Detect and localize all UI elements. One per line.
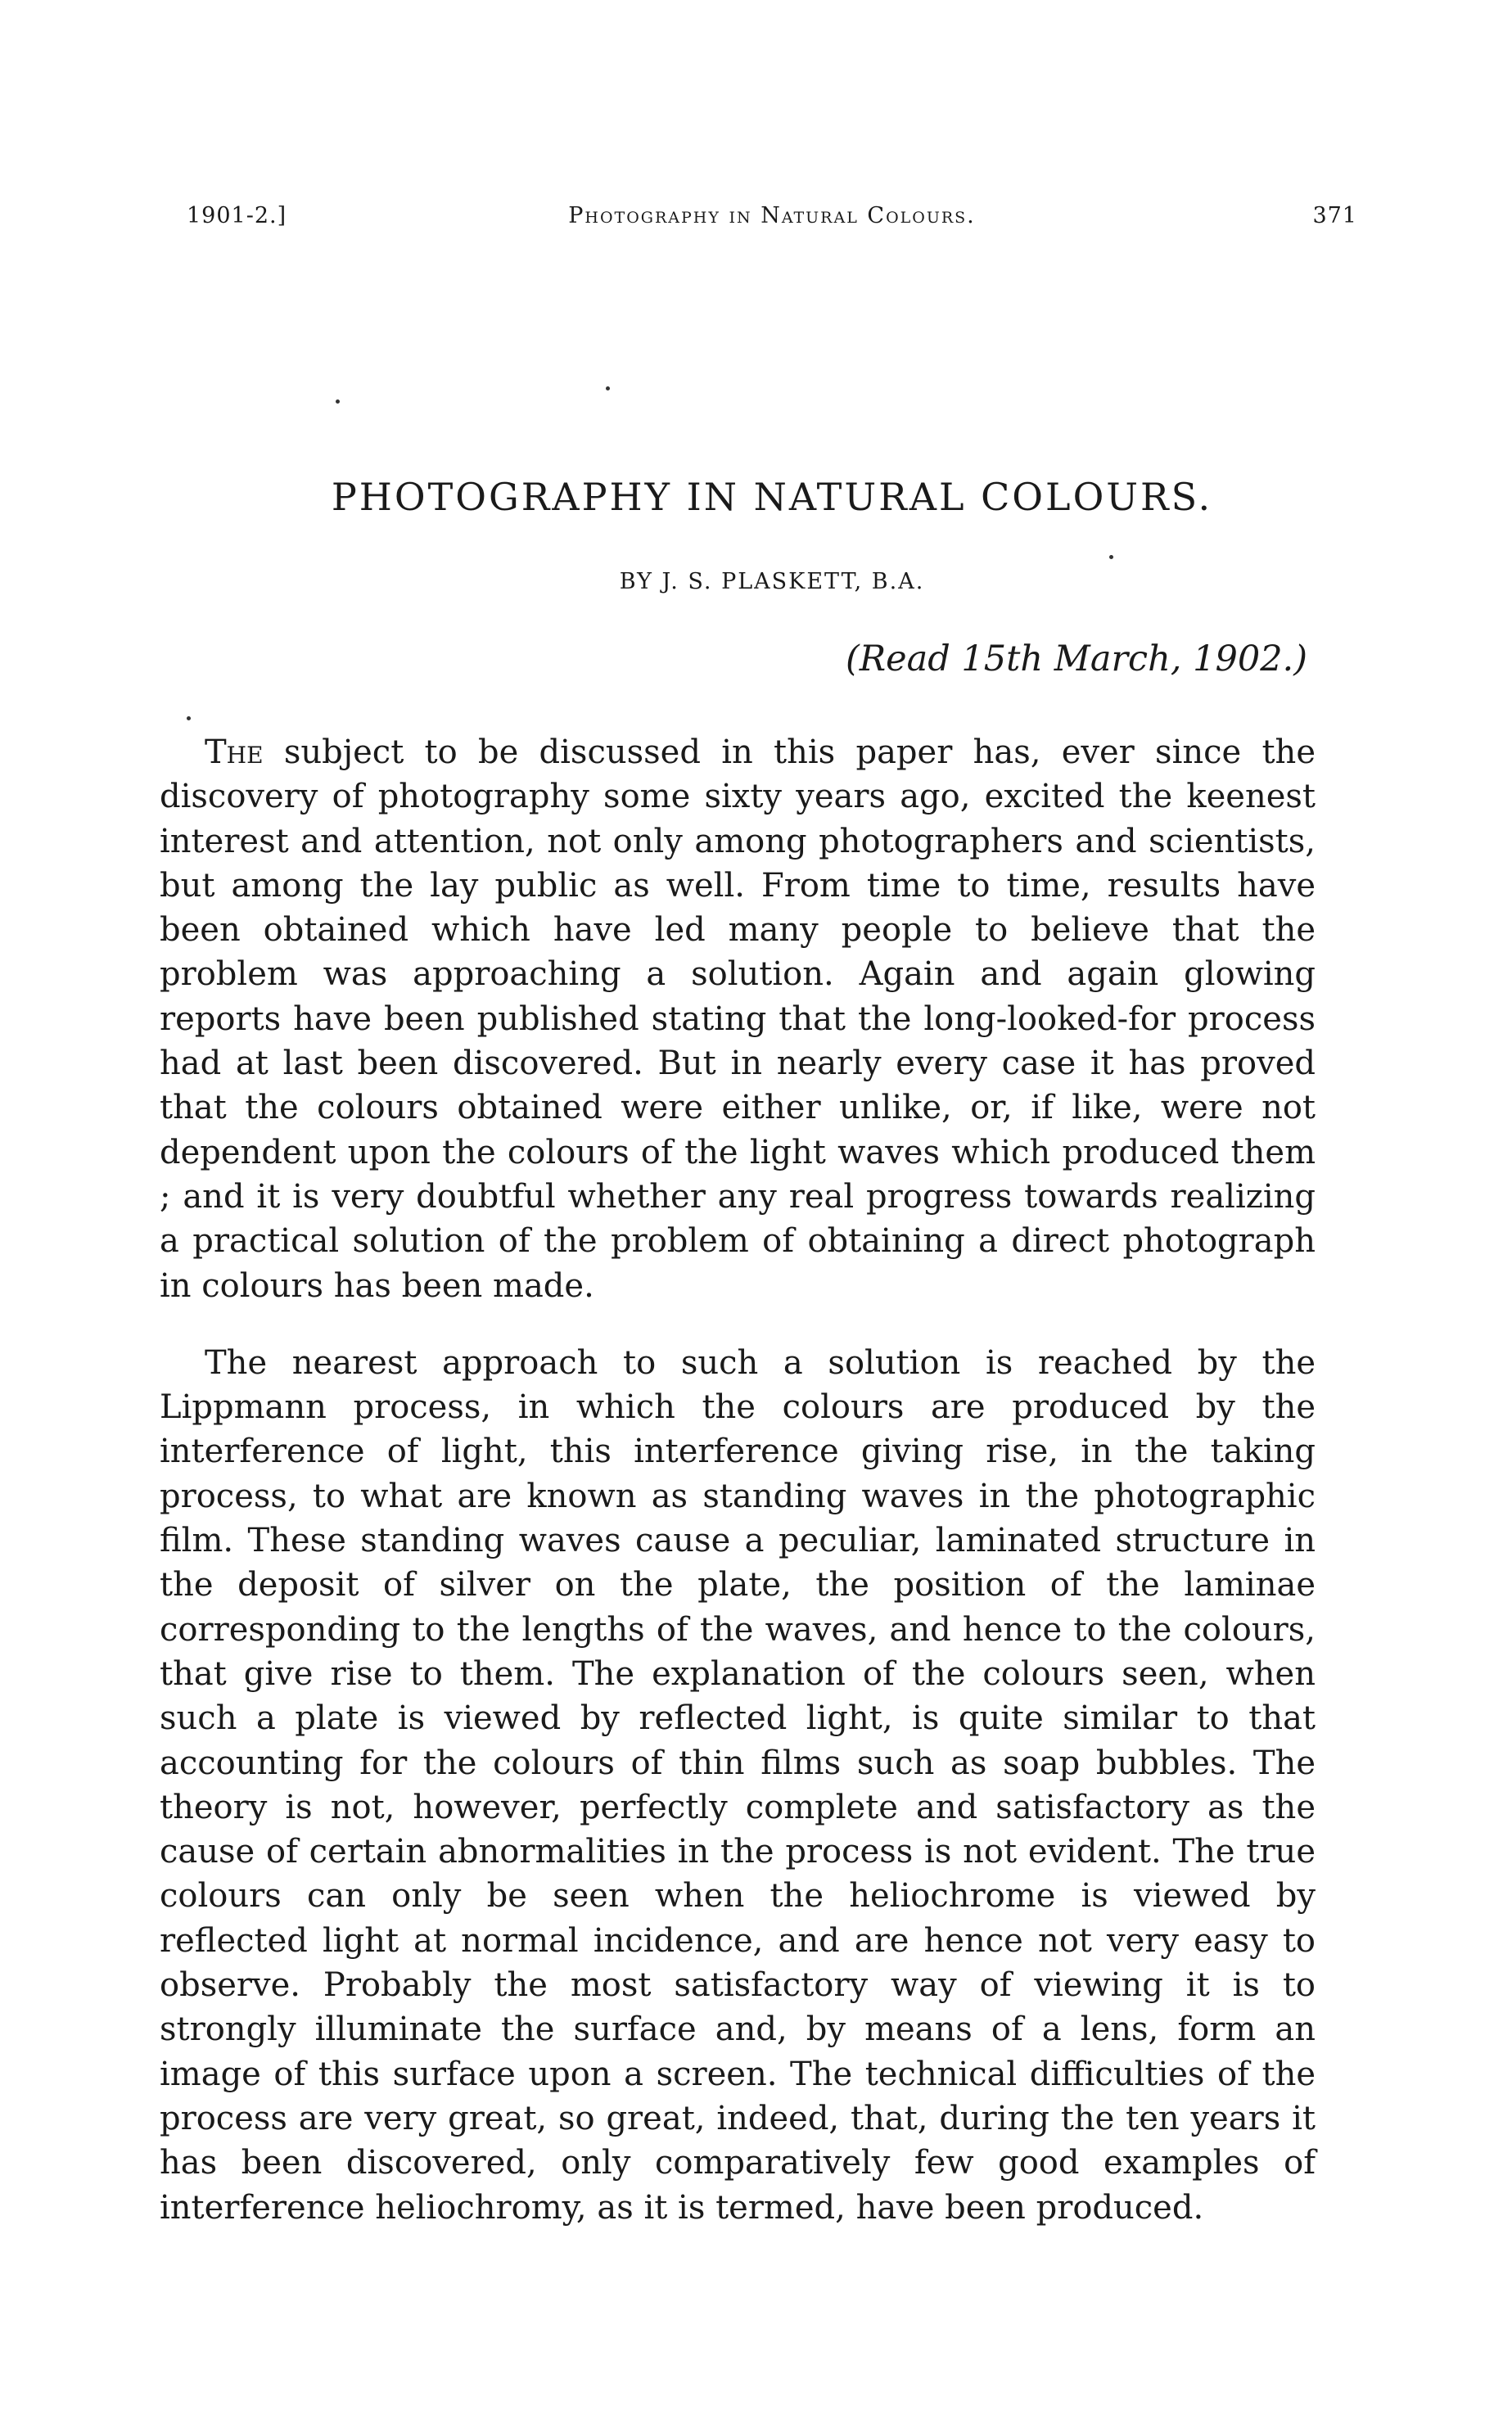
print-speck [1109, 555, 1113, 559]
paragraph-1 [160, 730, 1316, 1308]
paragraph-text: The nearest approach to such a solution is reached by the Lippmann process, in which the colours are produced by the interference of light, this interference giving rise, in the taking process, to what are known as standing waves in the photographic film. These standing waves cause a peculiar, laminated structure in the deposit of silver on the plate, the position of the laminae corresponding to the lengths of the waves, and hence to the colours, that give rise to them. The explanation of the colours seen, when such a plate is viewed by reflected light, is quite similar to that accounting for the colours of thin films such as soap bubbles. The theory is not, however, perfectly complete and satisfactory as the cause of certain abnormalities in the process is not evident. The true colours can only be seen when the heliochrome is viewed by reflected light at normal incidence, and are hence not very easy to observe. Probably the most satisfactory way of viewing it is to strongly illuminate the surface and, by means of a lens, form an image of this surface upon a screen. The technical difficulties of the process are very great, so great, indeed, that, during the ten years it has been discovered, only comparatively few good examples of interference heliochromy, as it is termed, have been produced. [160, 1343, 1316, 2227]
read-date: (Read 15th March, 1902.) [846, 639, 1307, 679]
lead-word: The [205, 733, 264, 771]
running-title: Photography in Natural Colours. [568, 203, 976, 228]
print-speck [187, 716, 191, 720]
page-number: 371 [1312, 203, 1357, 228]
article-body [160, 730, 1316, 2230]
author-byline: BY J. S. PLASKETT, B.A. [619, 569, 925, 594]
paragraph-2 [160, 1341, 1316, 2230]
print-speck [606, 386, 610, 390]
running-head [187, 203, 1357, 236]
volume-label: 1901-2.] [187, 203, 287, 228]
paragraph-text: subject to be discussed in this paper has, ever since the discovery of photography some sixty years ago, excited the keenest interest and attention, not only among photographers and scientists, but among the lay public as well. From time to time, results have been obtained which have led many people to believe that the problem was approaching a solution. Again and again glowing reports have been published stating that the long-looked-for process had at last been discovered. But in nearly every case it has proved that the colours obtained were either unlike, or, if like, were not dependent upon the colours of the light waves which produced them ; and it is very doubtful whether any real progress towards realizing a practical solution of the problem of obtaining a direct photograph in colours has been made. [160, 733, 1316, 1305]
print-speck [336, 399, 340, 404]
article-title: PHOTOGRAPHY IN NATURAL COLOURS. [331, 475, 1213, 519]
